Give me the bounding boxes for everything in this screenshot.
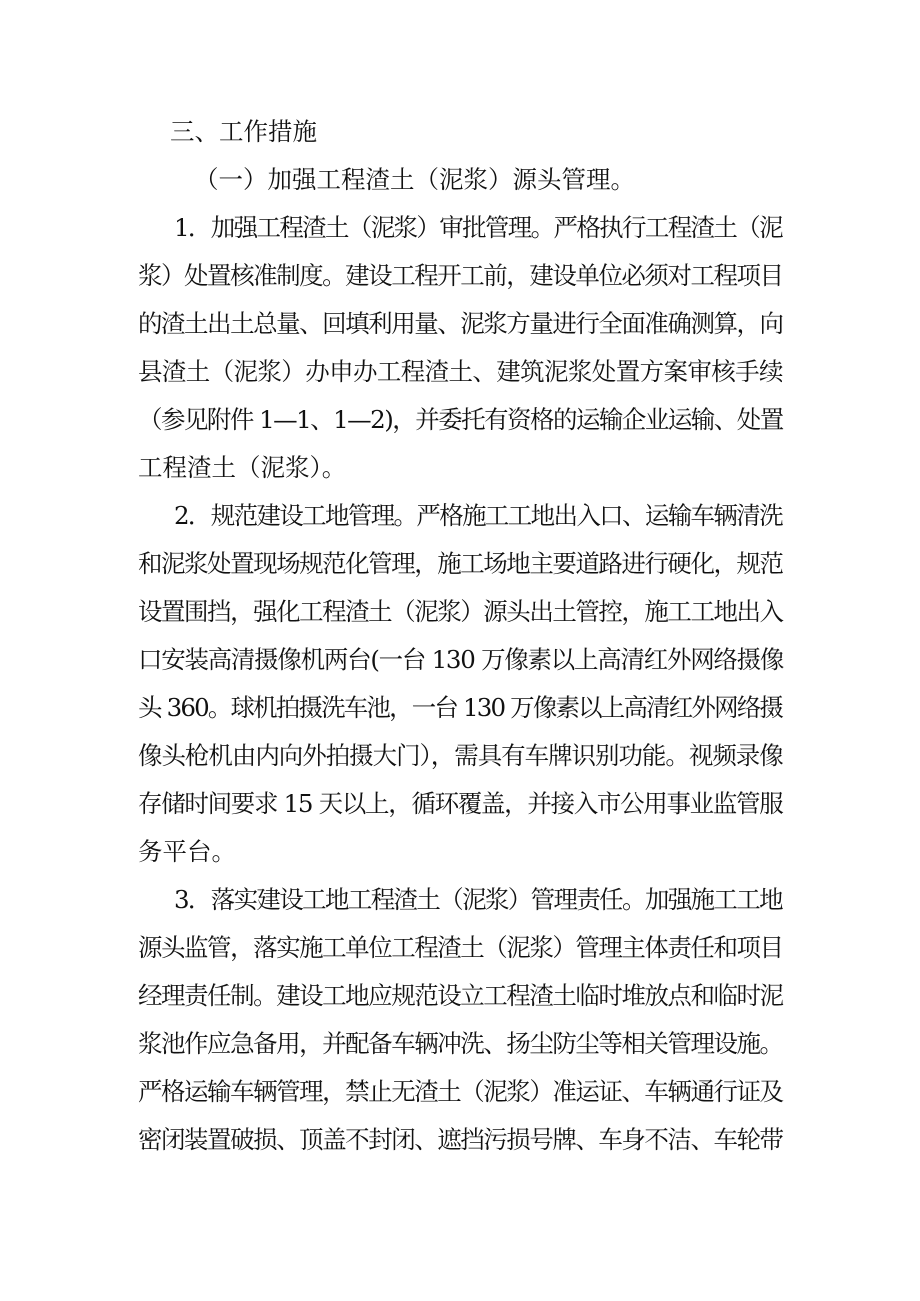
paragraph-3-line: 密闭装置破损、顶盖不封闭、遮挡污损号牌、车身不洁、车轮带: [138, 1125, 783, 1154]
paragraph-1-line: 县渣土（泥浆）办申办工程渣土、建筑泥浆处置方案审核手续: [138, 357, 783, 386]
paragraph-2-line: 头 360。球机拍摄洗车池，一台 130 万像素以上高清红外网络摄: [138, 693, 783, 722]
subsection-heading: （一）加强工程渣土（泥浆）源头管理。: [194, 165, 635, 194]
paragraph-1-line: 的渣土出土总量、回填利用量、泥浆方量进行全面准确测算，向: [138, 309, 783, 338]
paragraph-2-line: 口安装高清摄像机两台(一台 130 万像素以上高清红外网络摄像: [138, 645, 784, 674]
paragraph-3-line: 经理责任制。建设工地应规范设立工程渣土临时堆放点和临时泥: [138, 981, 783, 1010]
section-heading: 三、工作措施: [170, 117, 317, 146]
paragraph-1-line: 浆）处置核准制度。建设工程开工前，建设单位必须对工程项目: [138, 261, 783, 290]
paragraph-3-line: 3．落实建设工地工程渣土（泥浆）管理责任。加强施工工地: [174, 885, 782, 914]
paragraph-1-line: 1．加强工程渣土（泥浆）审批管理。严格执行工程渣土（泥: [174, 213, 782, 242]
paragraph-2-line: 和泥浆处置现场规范化管理，施工场地主要道路进行硬化，规范: [138, 549, 783, 578]
paragraph-3-line: 严格运输车辆管理，禁止无渣土（泥浆）准运证、车辆通行证及: [138, 1077, 783, 1106]
paragraph-1-line: 工程渣土（泥浆）。: [138, 453, 347, 482]
paragraph-3-line: 源头监管，落实施工单位工程渣土（泥浆）管理主体责任和项目: [138, 933, 783, 962]
paragraph-2-line: 存储时间要求 15 天以上，循环覆盖，并接入市公用事业监管服: [138, 789, 783, 818]
paragraph-3-line: 浆池作应急备用，并配备车辆冲洗、扬尘防尘等相关管理设施。: [138, 1029, 783, 1058]
paragraph-2-line: 设置围挡，强化工程渣土（泥浆）源头出土管控，施工工地出入: [138, 597, 783, 626]
paragraph-1-line: （参见附件 1—1、1—2)，并委托有资格的运输企业运输、处置: [138, 405, 783, 434]
paragraph-2-line: 像头枪机由内向外拍摄大门），需具有车牌识别功能。视频录像: [138, 741, 783, 770]
paragraph-2-line: 务平台。: [138, 837, 236, 866]
paragraph-2-line: 2．规范建设工地管理。严格施工工地出入口、运输车辆清洗: [174, 501, 782, 530]
